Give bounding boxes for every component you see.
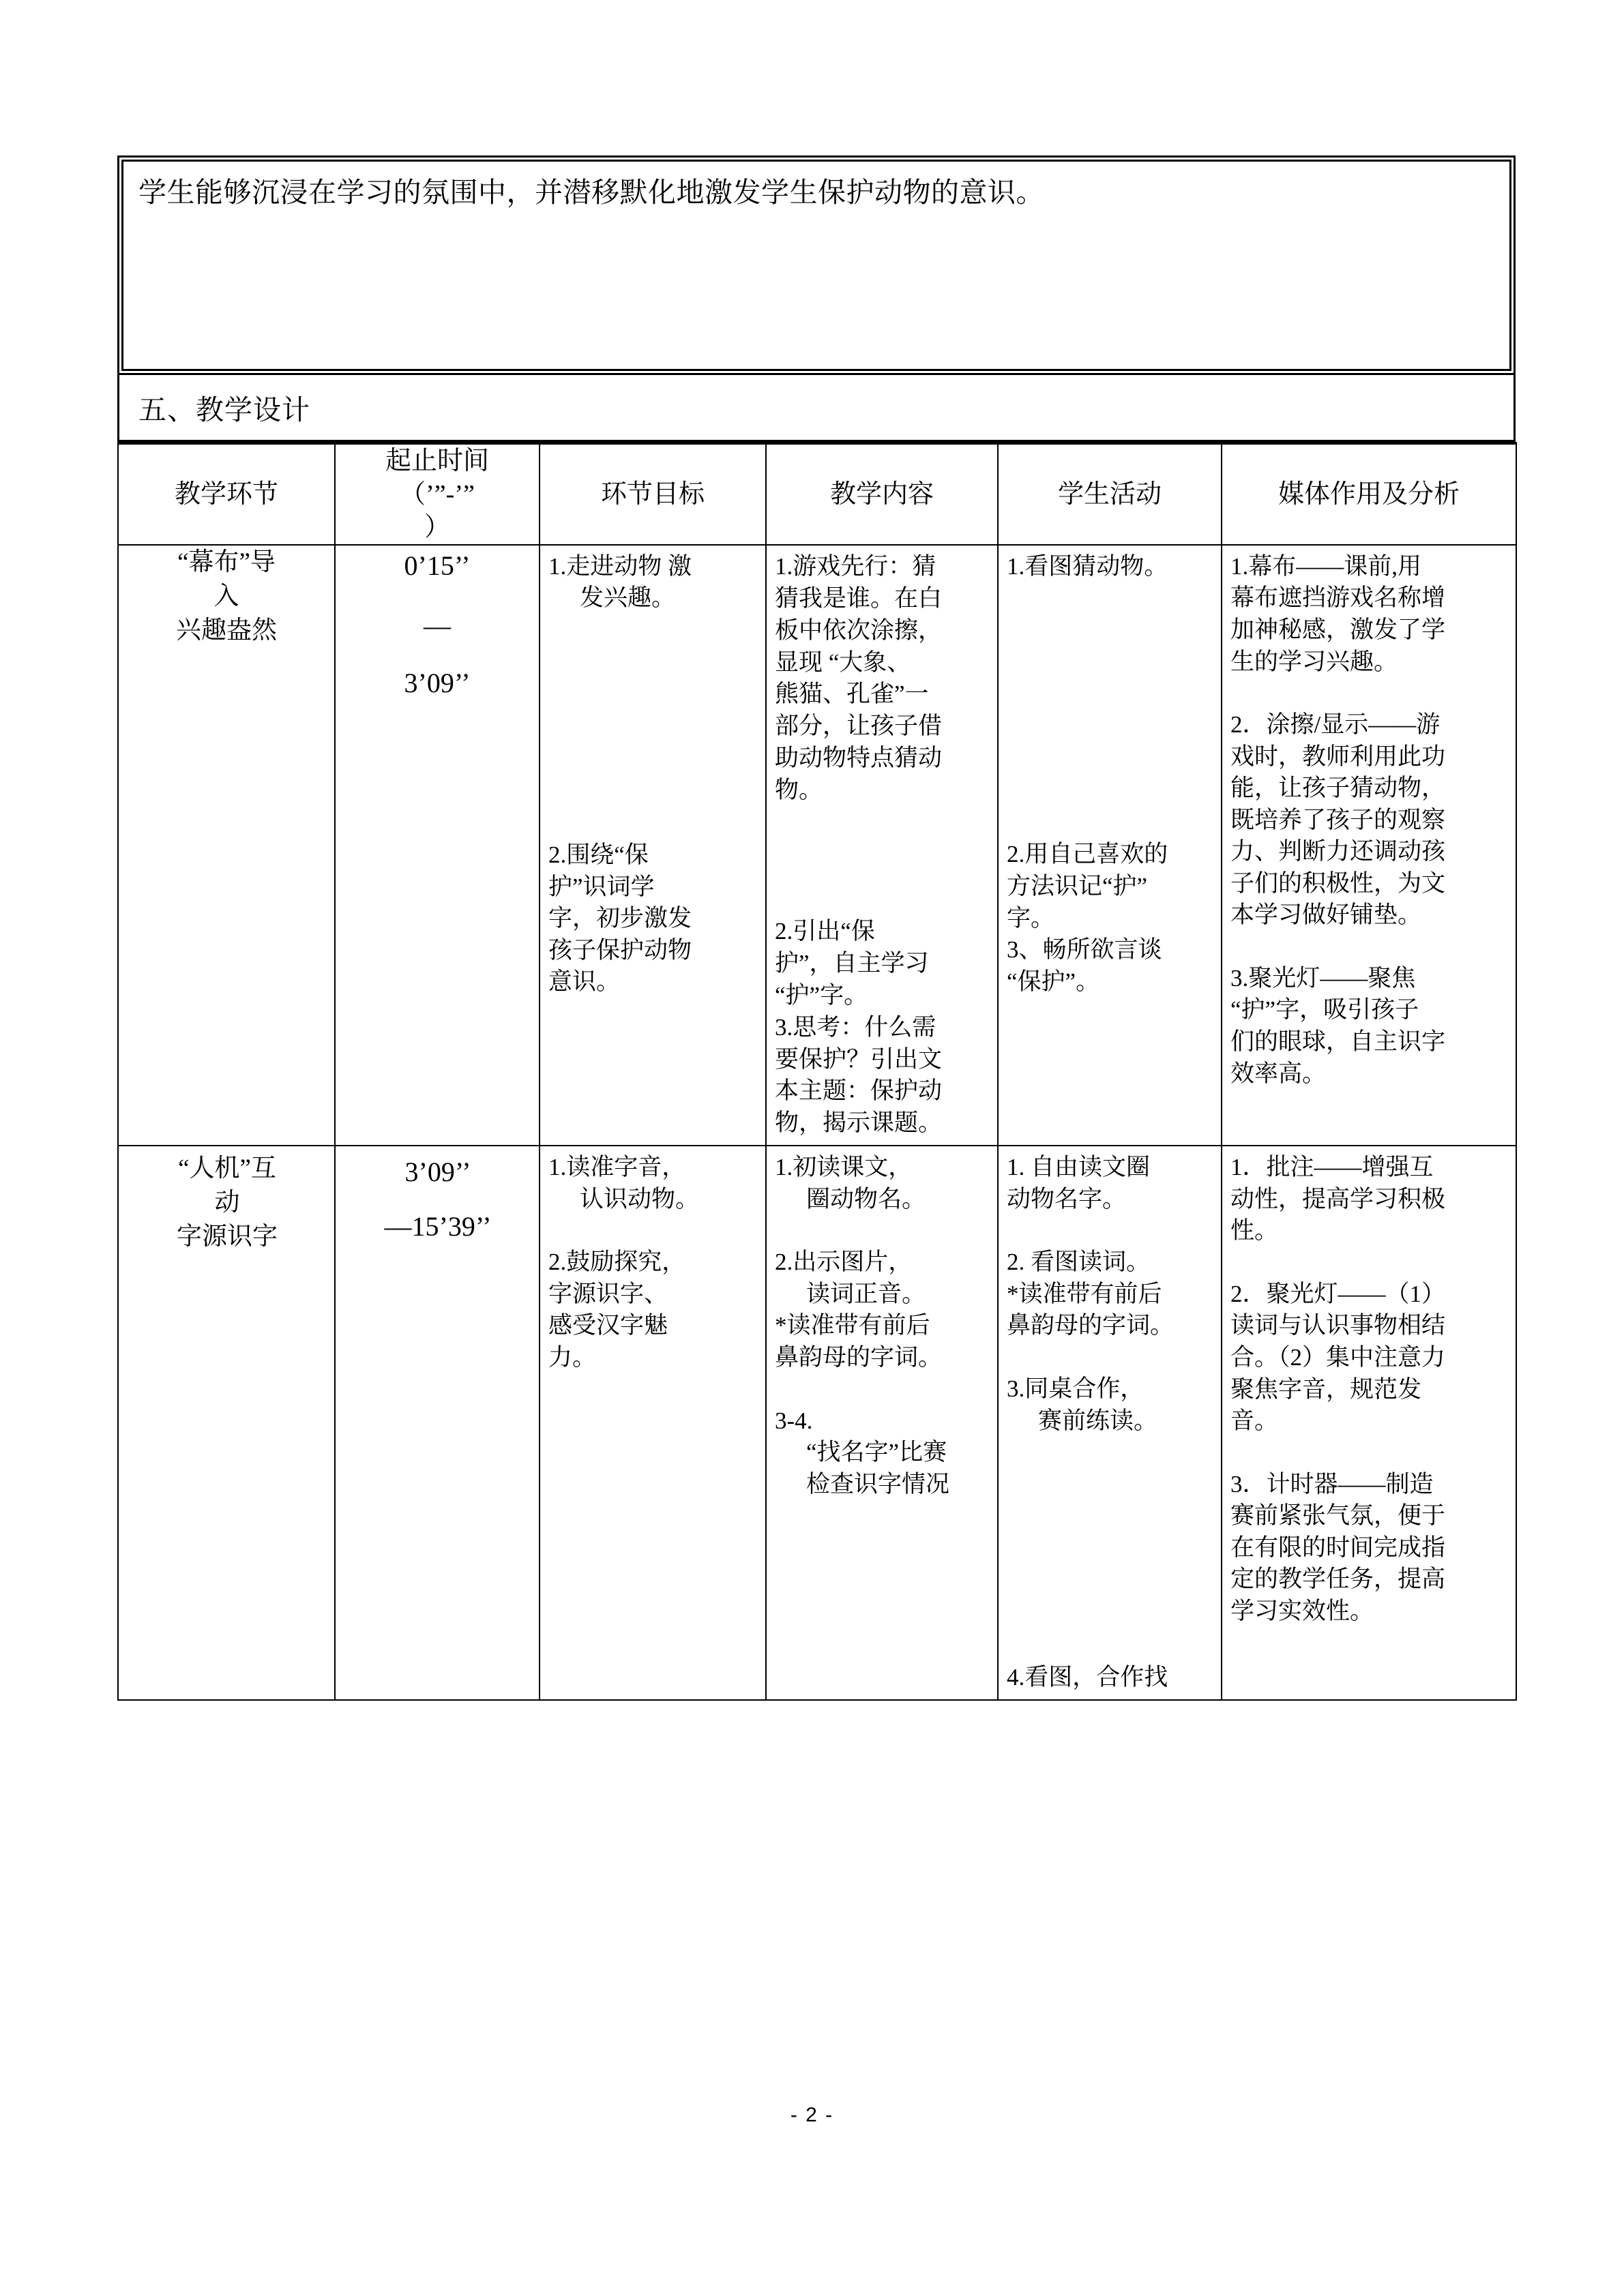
- lesson-design-table: [117, 442, 1517, 1701]
- activity-line: 1.看图猜动物。: [1007, 552, 1168, 580]
- spacer: [1230, 1247, 1509, 1279]
- section-title: 五、教学设计: [138, 394, 310, 426]
- activity-line: 鼻韵母的字词。: [1007, 1312, 1175, 1339]
- content-line: 本主题：保护动: [775, 1077, 943, 1105]
- spacer: [1007, 1437, 1214, 1662]
- goal-line: 1.走进动物 激: [548, 552, 692, 580]
- media-line: 加神秘感，激发了学: [1230, 616, 1446, 643]
- cell-stage-2: [118, 1146, 335, 1699]
- goal-line: 1.读准字音，: [548, 1154, 686, 1181]
- media-line: “护”字，吸引孩子: [1230, 996, 1419, 1024]
- content-line: *读准带有前后: [775, 1312, 930, 1339]
- time-end: 3’09’’: [404, 667, 471, 698]
- lesson-design-table-wrap: [117, 442, 1516, 1701]
- goal-line: 力。: [548, 1343, 597, 1371]
- activity-list-1: [999, 546, 1221, 1003]
- activity-list-2: [999, 1146, 1221, 1699]
- goal-line: 2.围绕“保: [548, 841, 649, 868]
- activity-line: 3.同桌合作，: [1007, 1375, 1145, 1402]
- cell-content-1: [766, 545, 998, 1146]
- media-line: 3．计时器——制造: [1230, 1470, 1434, 1497]
- header-teaching-content: 教学内容: [766, 443, 998, 545]
- content-line: 3.思考：什么需: [775, 1013, 936, 1041]
- media-line: 们的眼球，自主识字: [1230, 1028, 1446, 1055]
- goal-line: 孩子保护动物: [548, 936, 692, 964]
- spacer: [1230, 1437, 1509, 1469]
- media-line: 子们的积极性，为文: [1230, 869, 1446, 897]
- spacer: [1230, 678, 1509, 709]
- intro-paragraph: 学生能够沉浸在学习的氛围中，并潜移默化地激发学生保护动物的意识。: [138, 177, 1044, 208]
- activity-line: 方法识记“护”: [1007, 872, 1148, 899]
- media-line: 聚焦字音，规范发: [1230, 1375, 1422, 1403]
- spacer: [548, 614, 758, 839]
- goal-line: 护”识词学: [548, 873, 655, 900]
- media-line: 1.幕布——课前,用: [1230, 552, 1422, 580]
- cell-media-1: [1222, 545, 1516, 1146]
- spacer: [775, 807, 990, 916]
- activity-line: 2. 看图读词。: [1007, 1249, 1151, 1276]
- header-time-line3: ）: [424, 513, 450, 542]
- content-line: 板中依次涂擦，: [775, 616, 943, 644]
- media-line: 2．聚光灯——（1）: [1230, 1280, 1446, 1307]
- cell-goal-2: [540, 1146, 766, 1699]
- media-line: 音。: [1230, 1407, 1279, 1435]
- spacer: [548, 1215, 758, 1247]
- table-row: [118, 1146, 1516, 1699]
- stage-line-2: 动: [214, 1189, 240, 1217]
- content-line: 熊猫、孔雀”一: [775, 681, 929, 708]
- goal-line: 字，初步激发: [548, 905, 692, 932]
- media-line: 1．批注——增强互: [1230, 1154, 1434, 1181]
- goal-list-2: [540, 1146, 765, 1379]
- content-line: 护”，自主学习: [775, 949, 929, 976]
- activity-line: 赛前练读。: [1038, 1407, 1158, 1434]
- header-time-line1: 起止时间: [385, 447, 489, 475]
- activity-line: 1. 自由读文圈: [1007, 1154, 1151, 1181]
- cell-content-2: [766, 1146, 998, 1699]
- media-line: 力、判断力还调动孩: [1230, 838, 1446, 865]
- content-line: 2.引出“保: [775, 918, 875, 944]
- spacer: [775, 1374, 990, 1405]
- time-end: —15’39’’: [384, 1211, 492, 1242]
- stage-name-2: [119, 1146, 334, 1259]
- cell-activity-1: [998, 545, 1222, 1146]
- media-line: 学习实效性。: [1230, 1597, 1374, 1624]
- time-range-1: [336, 546, 539, 704]
- stage-line-1: “幕布”导: [177, 548, 276, 576]
- content-line: 物。: [775, 777, 823, 804]
- content-line: 检查识字情况: [806, 1470, 950, 1497]
- media-list-2: [1222, 1146, 1516, 1632]
- stage-line-3: 兴趣盎然: [176, 616, 277, 644]
- content-line: “找名字”比赛: [806, 1439, 947, 1466]
- time-start: 0’15’’: [404, 550, 471, 581]
- activity-line: 3、畅所欲言谈: [1007, 936, 1162, 964]
- header-student-activity: 学生活动: [998, 443, 1222, 545]
- media-line: 效率高。: [1230, 1060, 1327, 1087]
- media-line: 动性，提高学习积极: [1230, 1185, 1446, 1212]
- goal-line: 意识。: [548, 968, 621, 996]
- cell-goal-1: [540, 545, 766, 1146]
- media-line: 读词与认识事物相结: [1230, 1312, 1446, 1339]
- content-line: 物，揭示课题。: [775, 1109, 943, 1137]
- media-list-1: [1222, 546, 1516, 1095]
- spacer: [775, 1215, 990, 1247]
- goal-list-1: [540, 546, 765, 1004]
- time-start: 3’09’’: [404, 1157, 471, 1188]
- cell-activity-2: [998, 1146, 1222, 1699]
- media-line: 生的学习兴趣。: [1230, 648, 1398, 675]
- content-line: 鼻韵母的字词。: [775, 1343, 943, 1371]
- content-list-1: [767, 546, 997, 1145]
- activity-line: *读准带有前后: [1007, 1280, 1162, 1307]
- stage-name-1: [119, 546, 334, 648]
- content-line: 3-4.: [775, 1407, 813, 1434]
- section-title-box: [117, 375, 1516, 442]
- header-teaching-stage: 教学环节: [118, 443, 335, 545]
- activity-line: 字。: [1007, 904, 1055, 931]
- cell-stage-1: [118, 545, 335, 1146]
- cell-media-2: [1222, 1146, 1516, 1699]
- content-line: 2.出示图片，: [775, 1249, 913, 1276]
- content-line: 圈动物名。: [806, 1185, 926, 1212]
- media-line: 赛前紧张气氛，便于: [1230, 1502, 1446, 1530]
- activity-line: “保护”。: [1007, 968, 1100, 995]
- content-line: 显现 “大象、: [775, 648, 911, 676]
- spacer: [1007, 1342, 1214, 1373]
- content-line: 部分，让孩子借: [775, 713, 943, 740]
- media-line: 幕布遮挡游戏名称增: [1230, 584, 1446, 612]
- content-list-2: [767, 1146, 997, 1506]
- content-line: “护”字。: [775, 981, 868, 1009]
- header-time-line2: （’”-’”: [400, 479, 475, 509]
- content-line: 要保护？引出文: [775, 1045, 943, 1073]
- spacer: [1230, 931, 1509, 963]
- table-header-row: [118, 443, 1516, 545]
- content-line: 读词正音。: [806, 1280, 926, 1307]
- stage-line-1: “人机”互: [178, 1154, 276, 1183]
- stage-line-2: 入: [213, 582, 239, 610]
- stage-line-3: 字源识字: [177, 1223, 278, 1251]
- goal-line: 认识动物。: [580, 1185, 700, 1212]
- header-time-range: [335, 443, 540, 545]
- goal-line: 感受汉字魅: [548, 1312, 668, 1339]
- media-line: 能，让孩子猜动物，: [1230, 775, 1446, 802]
- content-line: 1.初读课文，: [775, 1154, 913, 1181]
- media-line: 戏时，教师利用此功: [1230, 743, 1446, 770]
- media-line: 本学习做好铺垫。: [1230, 901, 1422, 929]
- activity-line: 2.用自己喜欢的: [1007, 841, 1168, 868]
- page-number: - 2 -: [790, 2104, 834, 2126]
- media-line: 3.聚光灯——聚焦: [1230, 964, 1416, 992]
- table-row: [118, 545, 1516, 1146]
- cell-time-1: [335, 545, 540, 1146]
- time-range-2: [336, 1146, 539, 1253]
- activity-line: 4.看图，合作找: [1007, 1664, 1168, 1691]
- activity-line: 动物名字。: [1007, 1185, 1127, 1212]
- content-line: 猜我是谁。在白: [775, 584, 943, 612]
- header-stage-goal: 环节目标: [540, 443, 766, 545]
- content-line: 助动物特点猜动: [775, 745, 943, 772]
- media-line: 2．涂擦/显示——游: [1230, 711, 1441, 739]
- header-media-analysis: 媒体作用及分析: [1222, 443, 1516, 545]
- media-line: 在有限的时间完成指: [1230, 1534, 1446, 1561]
- intro-box: [117, 155, 1516, 375]
- spacer: [344, 1193, 532, 1206]
- cell-time-2: [335, 1146, 540, 1699]
- media-line: 性。: [1230, 1217, 1279, 1244]
- spacer: [1007, 807, 1214, 839]
- time-dash: —: [424, 610, 451, 641]
- goal-line: 字源识字、: [548, 1280, 668, 1307]
- media-line: 既培养了孩子的观察: [1230, 806, 1446, 833]
- goal-line: 发兴趣。: [580, 584, 676, 612]
- spacer: [1007, 582, 1214, 807]
- content-line: 1.游戏先行：猜: [775, 552, 936, 580]
- spacer: [1007, 1215, 1214, 1247]
- goal-line: 2.鼓励探究，: [548, 1249, 686, 1276]
- media-line: 合。（2）集中注意力: [1230, 1343, 1446, 1371]
- media-line: 定的教学任务，提高: [1230, 1566, 1446, 1593]
